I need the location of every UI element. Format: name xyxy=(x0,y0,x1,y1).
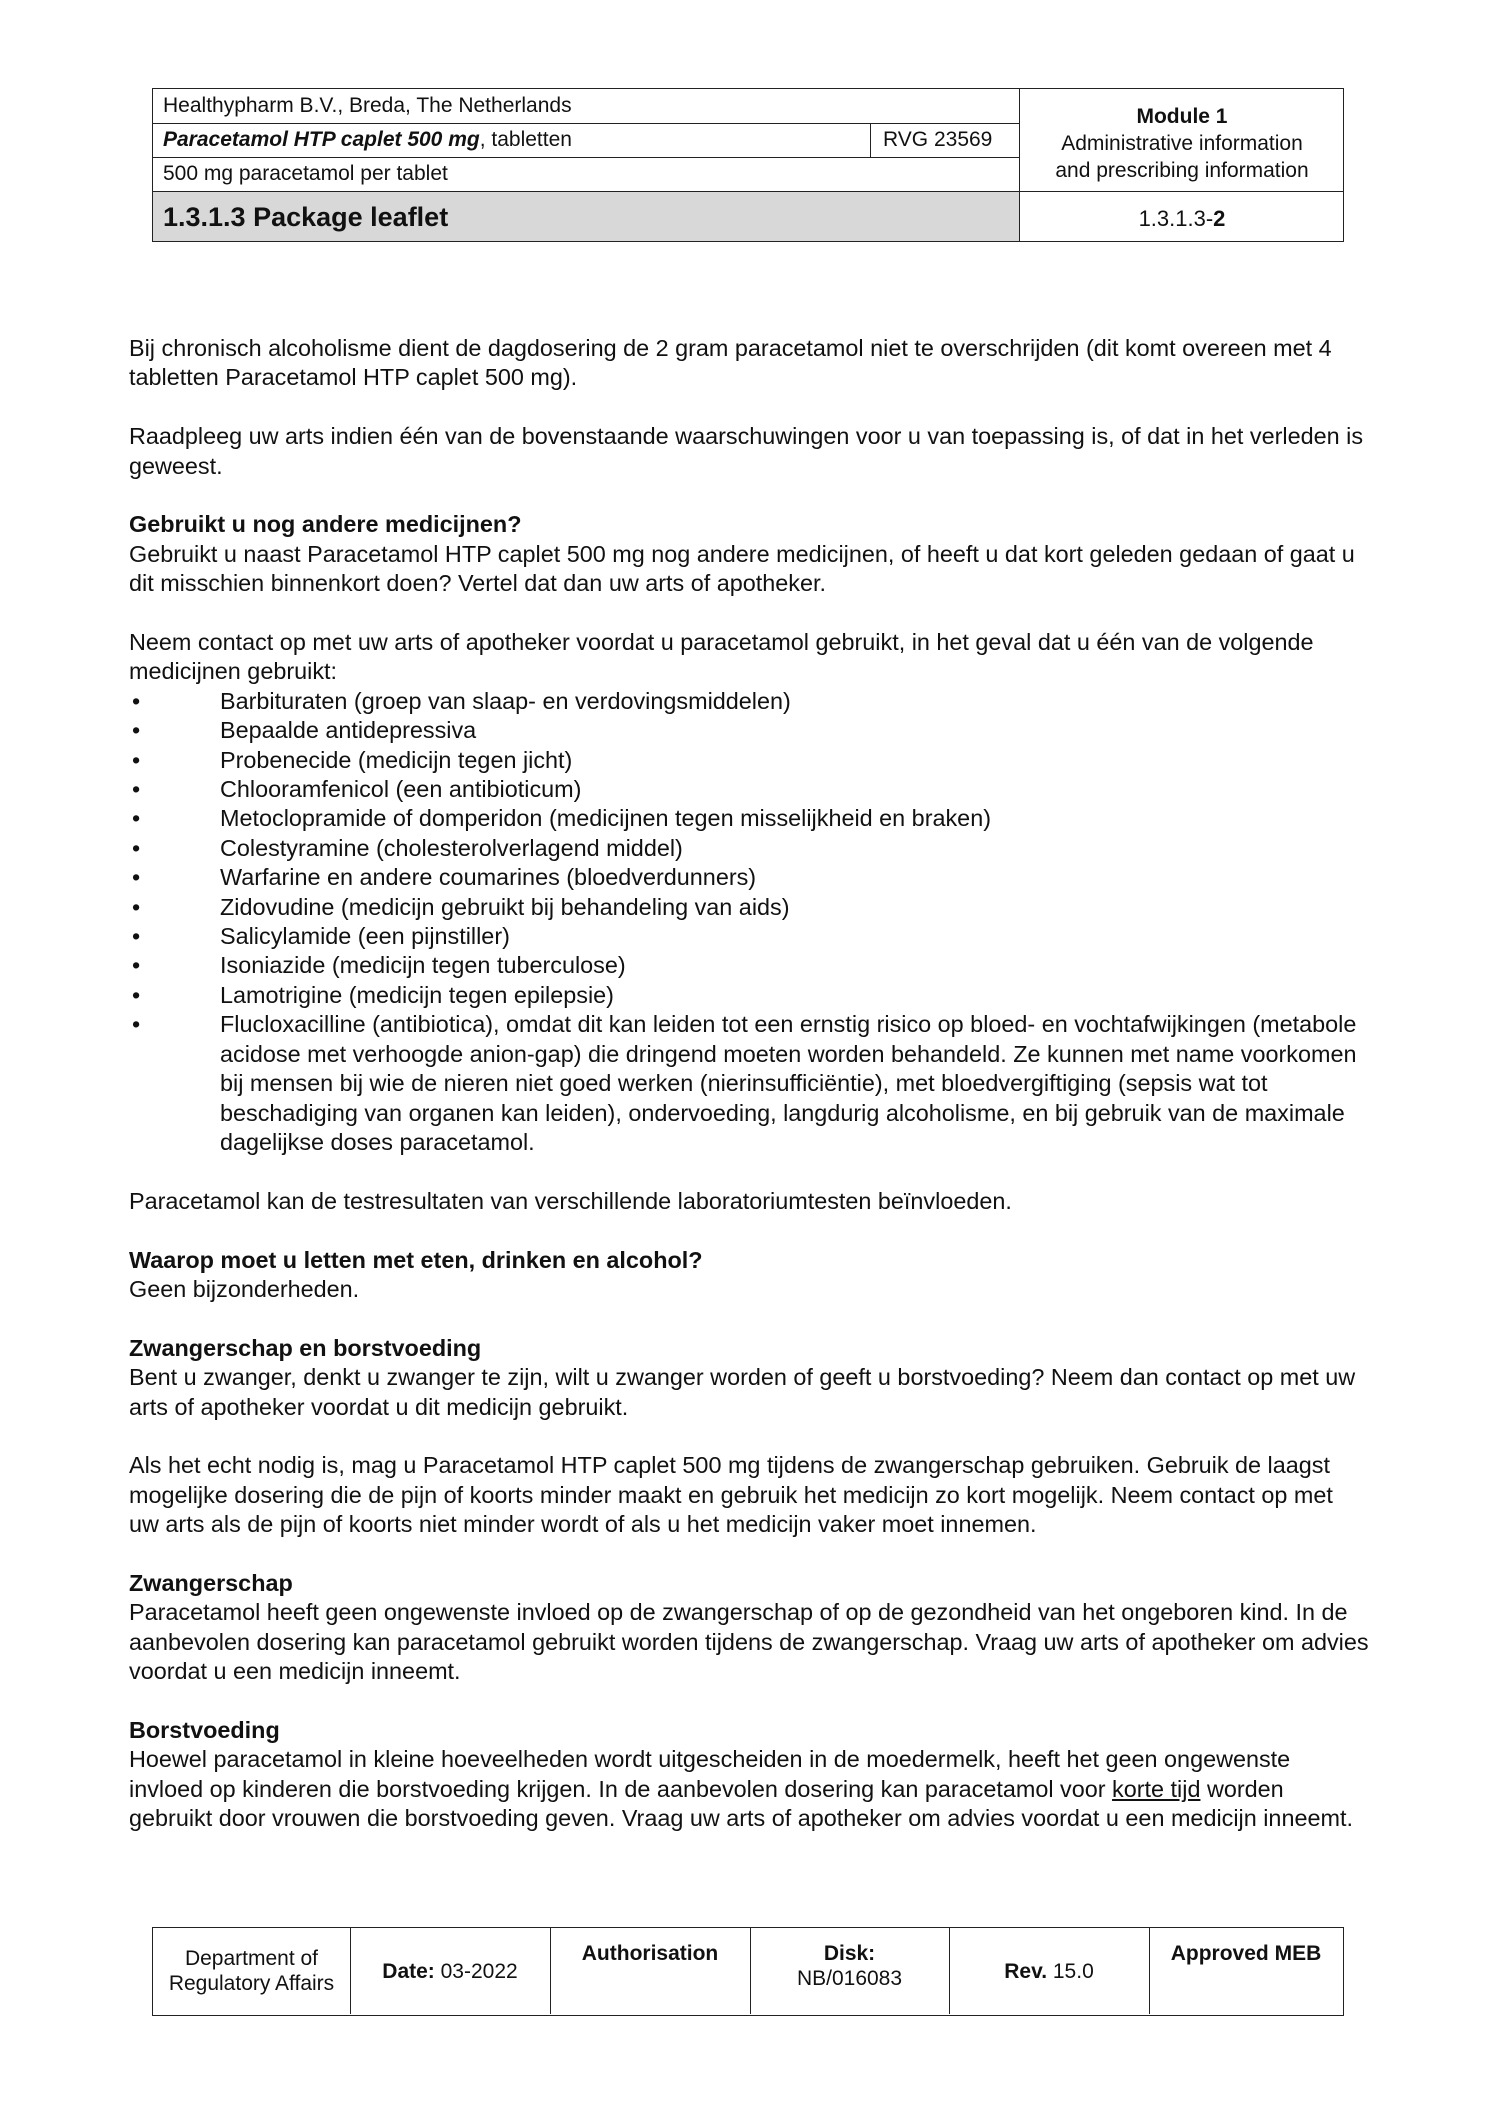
list-item: • Warfarine en andere coumarines (bloedverdunners) xyxy=(129,863,1369,892)
list-item: • Salicylamide (een pijnstiller) xyxy=(129,922,1369,951)
authorisation-label: Authorisation xyxy=(581,1942,719,1965)
leaflet-body xyxy=(129,334,1369,1863)
product-name-form: , tabletten xyxy=(479,128,572,151)
bullet-icon: • xyxy=(132,776,141,803)
header-divider xyxy=(1019,89,1020,241)
department-line-2: Regulatory Affairs xyxy=(168,1972,335,1995)
bullet-icon: • xyxy=(132,834,141,861)
department-cell xyxy=(153,1928,350,2014)
strength: 500 mg paracetamol per tablet xyxy=(163,162,448,185)
approval-cell xyxy=(1149,1928,1343,2014)
document-footer xyxy=(152,1927,1344,2016)
paragraph-pregnancy: Paracetamol heeft geen ongewenste invloed op de zwangerschap of op de gezondheid van het ongeboren kind. In de aanbevolen dosering kan paracetamol gebruikt worden tijdens de zwangerschap. Vraag uw arts of apotheker om advies voordat u een medicijn inneemt. xyxy=(129,1599,1369,1685)
module-subtitle-2: and prescribing information xyxy=(1055,159,1309,182)
header-divider xyxy=(153,157,1019,158)
approval-label: Approved MEB xyxy=(1170,1942,1322,1965)
disk-value: NB/016083 xyxy=(796,1967,903,1990)
bullet-icon: • xyxy=(132,981,141,1008)
module-subtitle-1: Administrative information xyxy=(1061,132,1303,155)
medicine-list xyxy=(129,687,1369,1158)
bullet-icon: • xyxy=(132,893,141,920)
paragraph-consult-doctor: Raadpleeg uw arts indien één van de bovenstaande waarschuwingen voor u van toepassing is, of dat in het verleden is geweest. xyxy=(129,423,1364,479)
list-item: • Flucloxacilline (antibiotica), omdat dit kan leiden tot een ernstig risico op bloed- en vochtafwijkingen (metabole acidose met verhoogde anion-gap) die dringend moeten worden behandeld. Ze kunnen met name voorkomen bij mensen bij wie de nieren niet goed werken (nierinsufficiëntie), met bloedvergiftiging (sepsis wat tot beschadiging van organen kan leiden), ondervoeding, langdurig alcoholisme, en bij gebruik van de maximale dagelijkse doses paracetamol. xyxy=(132,1011,1357,1155)
revision-label: Rev. xyxy=(1004,1959,1048,1983)
list-item: • Bepaalde antidepressiva xyxy=(129,716,1369,745)
list-item: • Isoniazide (medicijn tegen tuberculose) xyxy=(129,951,1369,980)
disk-cell xyxy=(750,1928,949,2014)
paragraph-pregnancy-use: Als het echt nodig is, mag u Paracetamol HTP caplet 500 mg tijdens de zwangerschap gebruiken. Gebruik de laagst mogelijke dosering die de pijn of koorts minder maakt en gebruik het medicijn zo kort mogelijk. Neem contact op met uw arts als de pijn of koorts niet minder wordt of als u het medicijn vaker moet innemen. xyxy=(129,1452,1333,1538)
list-item: • Chlooramfenicol (een antibioticum) xyxy=(129,775,1369,804)
paragraph-food-drink: Geen bijzonderheden. xyxy=(129,1275,360,1302)
heading-pregnancy: Zwangerschap xyxy=(129,1569,293,1596)
list-item: • Zidovudine (medicijn gebruikt bij behandeling van aids) xyxy=(129,893,1369,922)
document-header xyxy=(152,88,1344,242)
product-name xyxy=(163,128,572,152)
underlined-text: korte tijd xyxy=(1112,1775,1201,1802)
revision-value: 15.0 xyxy=(1047,1959,1094,1983)
paragraph-lab-tests: Paracetamol kan de testresultaten van verschillende laboratoriumtesten beïnvloeden. xyxy=(129,1187,1012,1214)
page-number: 2 xyxy=(1213,206,1226,231)
heading-breastfeeding: Borstvoeding xyxy=(129,1716,280,1743)
heading-pregnancy-breastfeeding: Zwangerschap en borstvoeding xyxy=(129,1334,482,1361)
bullet-icon: • xyxy=(132,805,141,832)
paragraph-alcoholism: Bij chronisch alcoholisme dient de dagdosering de 2 gram paracetamol niet te overschrijden (dit komt overeen met 4 tabletten Paracetamol HTP caplet 500 mg). xyxy=(129,335,1332,391)
department-line-1: Department of xyxy=(184,1947,319,1970)
rvg-number: RVG 23569 xyxy=(883,128,993,151)
paragraph-pregnancy-breastfeeding: Bent u zwanger, denkt u zwanger te zijn, wilt u zwanger worden of geeft u borstvoeding? Neem dan contact op met uw arts of apotheker voordat u dit medicijn gebruikt. xyxy=(129,1364,1356,1420)
bullet-icon: • xyxy=(132,923,141,950)
page-reference-prefix: 1.3.1.3- xyxy=(1138,206,1214,231)
product-name-main: Paracetamol HTP caplet 500 mg xyxy=(163,128,480,151)
page-reference xyxy=(1021,207,1343,231)
revision-cell xyxy=(949,1928,1149,2014)
date-value: 03-2022 xyxy=(434,1959,518,1983)
section-title: 1.3.1.3 Package leaflet xyxy=(163,202,449,232)
paragraph-breastfeeding: Hoewel paracetamol in kleine hoeveelheden wordt uitgescheiden in de moedermelk, heeft het geen ongewenste invloed op kinderen die borstvoeding krijgen. In de aanbevolen dosering kan paracetamol voor korte tijd worden gebruikt door vrouwen die borstvoeding geven. Vraag uw arts of apotheker om advies voordat u een medicijn inneemt. xyxy=(129,1746,1353,1832)
authorisation-cell xyxy=(550,1928,750,2014)
disk-label: Disk: xyxy=(823,1942,876,1965)
paragraph-contact-before-use: Neem contact op met uw arts of apotheker voordat u paracetamol gebruikt, in het geval dat u één van de volgende medicijnen gebruikt: xyxy=(129,629,1314,685)
bullet-icon: • xyxy=(132,1011,141,1038)
header-divider xyxy=(153,123,1019,124)
header-divider xyxy=(153,191,1343,192)
header-divider xyxy=(870,123,871,157)
list-item: • Lamotrigine (medicijn tegen epilepsie) xyxy=(129,981,1369,1010)
company-name: Healthypharm B.V., Breda, The Netherlands xyxy=(163,94,572,117)
heading-food-drink: Waarop moet u letten met eten, drinken en alcohol? xyxy=(129,1246,703,1273)
list-item: • Metoclopramide of domperidon (medicijnen tegen misselijkheid en braken) xyxy=(129,804,1369,833)
module-title: Module 1 xyxy=(1136,105,1228,128)
bullet-icon: • xyxy=(132,717,141,744)
bullet-icon: • xyxy=(132,687,141,714)
list-item: • Colestyramine (cholesterolverlagend middel) xyxy=(129,834,1369,863)
date-cell xyxy=(350,1928,550,2014)
date-label: Date: xyxy=(382,1959,435,1983)
list-item: • Probenecide (medicijn tegen jicht) xyxy=(129,746,1369,775)
paragraph-other-medicines: Gebruikt u naast Paracetamol HTP caplet 500 mg nog andere medicijnen, of heeft u dat kort geleden gedaan of gaat u dit misschien binnenkort doen? Vertel dat dan uw arts of apotheker. xyxy=(129,540,1355,597)
heading-other-medicines: Gebruikt u nog andere medicijnen? xyxy=(129,511,522,538)
bullet-icon: • xyxy=(132,746,141,773)
bullet-icon: • xyxy=(132,952,141,979)
bullet-icon: • xyxy=(132,864,141,891)
list-item: • Barbituraten (groep van slaap- en verdovingsmiddelen) xyxy=(129,687,1369,716)
